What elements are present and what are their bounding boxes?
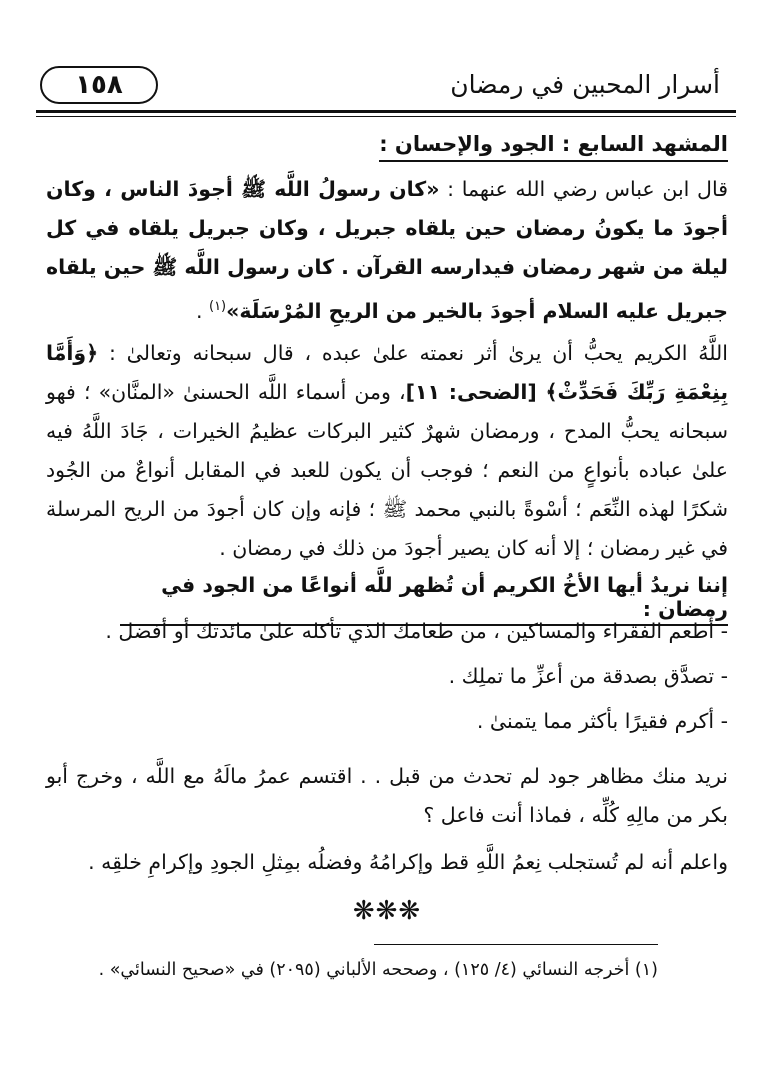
- list-item: - أكرم فقيرًا بأكثر مما يتمنىٰ .: [476, 709, 728, 733]
- hadith-end: .: [195, 298, 209, 323]
- section-separator: ❋❋❋: [352, 896, 422, 926]
- hadith-text: «كان رسولُ اللَّه ﷺ أجودَ الناس ، وكان أجودَ ما يكونُ رمضان حين يلقاه جبريل ، وكان جبريل يلقاه في كل ليلة من شهر رمضان فيدارسه القرآن . كان رسول اللَّه ﷺ حين يلقاه جبريل عليه السلام أجودَ بالخير من الريحِ المُرْسَلَة»: [46, 177, 728, 323]
- paragraph-examples: [46, 757, 728, 835]
- paragraph2-text2: ، ومن أسماء اللَّه الحسنىٰ «المنَّان» ؛ فهو سبحانه يحبُّ المدح ، ورمضان شهرٌ كثير البركات عظيمُ الخيرات ، جَادَ اللَّهُ فيه علىٰ عباده بأنواعٍ من النعم ؛ فوجب أن يكون للعبد في المقابل أنواعٌ من الجُود شكرًا لهذه النِّعَم ؛ أسْوةً بالنبي محمد ﷺ ؛ فإنه وإن كان أجودَ من الريح المرسلة في غير رمضان ؛ إلا أنه كان يصير أجودَ من ذلك في رمضان .: [46, 380, 728, 560]
- list-title: إننا نريدُ أيها الأخُ الكريم أن تُظهر للَّه أنواعًا من الجود في رمضان :: [120, 573, 728, 626]
- book-title: أسرار المحبين في رمضان: [450, 70, 720, 99]
- list-item: - تصدَّق بصدقة من أعزِّ ما تملِك .: [448, 664, 728, 688]
- footnote: (١) أخرجه النسائي (٤/ ١٢٥) ، وصححه الألباني (٢٠٩٥) في «صحيح النسائي» .: [98, 960, 658, 980]
- paragraph3-text: نريد منك مظاهر جود لم تحدث من قبل . . اقتسم عمرُ مالَهُ مع اللَّه ، وخرج أبو بكر من مالِهِ كُلِّه ، فماذا أنت فاعل ؟: [46, 764, 728, 827]
- paragraph2-text1: اللَّهُ الكريم يحبُّ أن يرىٰ أثر نعمته علىٰ عبده ، قال سبحانه وتعالىٰ :: [98, 341, 728, 365]
- header-rule: [36, 110, 736, 113]
- quran-verse: ﴿وَأَمَّا بِنِعْمَةِ رَبِّكَ فَحَدِّثْ﴾: [46, 341, 729, 404]
- header-rule-thin: [36, 116, 736, 117]
- page-number: ١٥٨: [40, 66, 158, 104]
- footnote-rule: [374, 944, 658, 945]
- hadith-intro: قال ابن عباس رضي الله عنهما :: [439, 177, 728, 201]
- paragraph-hadith: [46, 170, 728, 331]
- page-header: [40, 62, 734, 112]
- section-title: المشهد السابع : الجود والإحسان :: [379, 132, 728, 162]
- footnote-ref: (١): [208, 299, 227, 314]
- generosity-list: [46, 620, 728, 755]
- list-item: - أطعم الفقراء والمساكين ، من طعامك الذي تأكله علىٰ مائدتك أو أفضل .: [105, 619, 728, 643]
- paragraph4-text: واعلم أنه لم تُستجلب نِعمُ اللَّهِ قط وإكرامُهُ وفضلُه بمِثلِ الجودِ وإكرامِ خلقِه .: [88, 850, 728, 874]
- verse-citation: [الضحى: ١١]: [405, 380, 546, 404]
- paragraph-conclusion: [46, 843, 728, 882]
- paragraph-generosity: [46, 334, 728, 568]
